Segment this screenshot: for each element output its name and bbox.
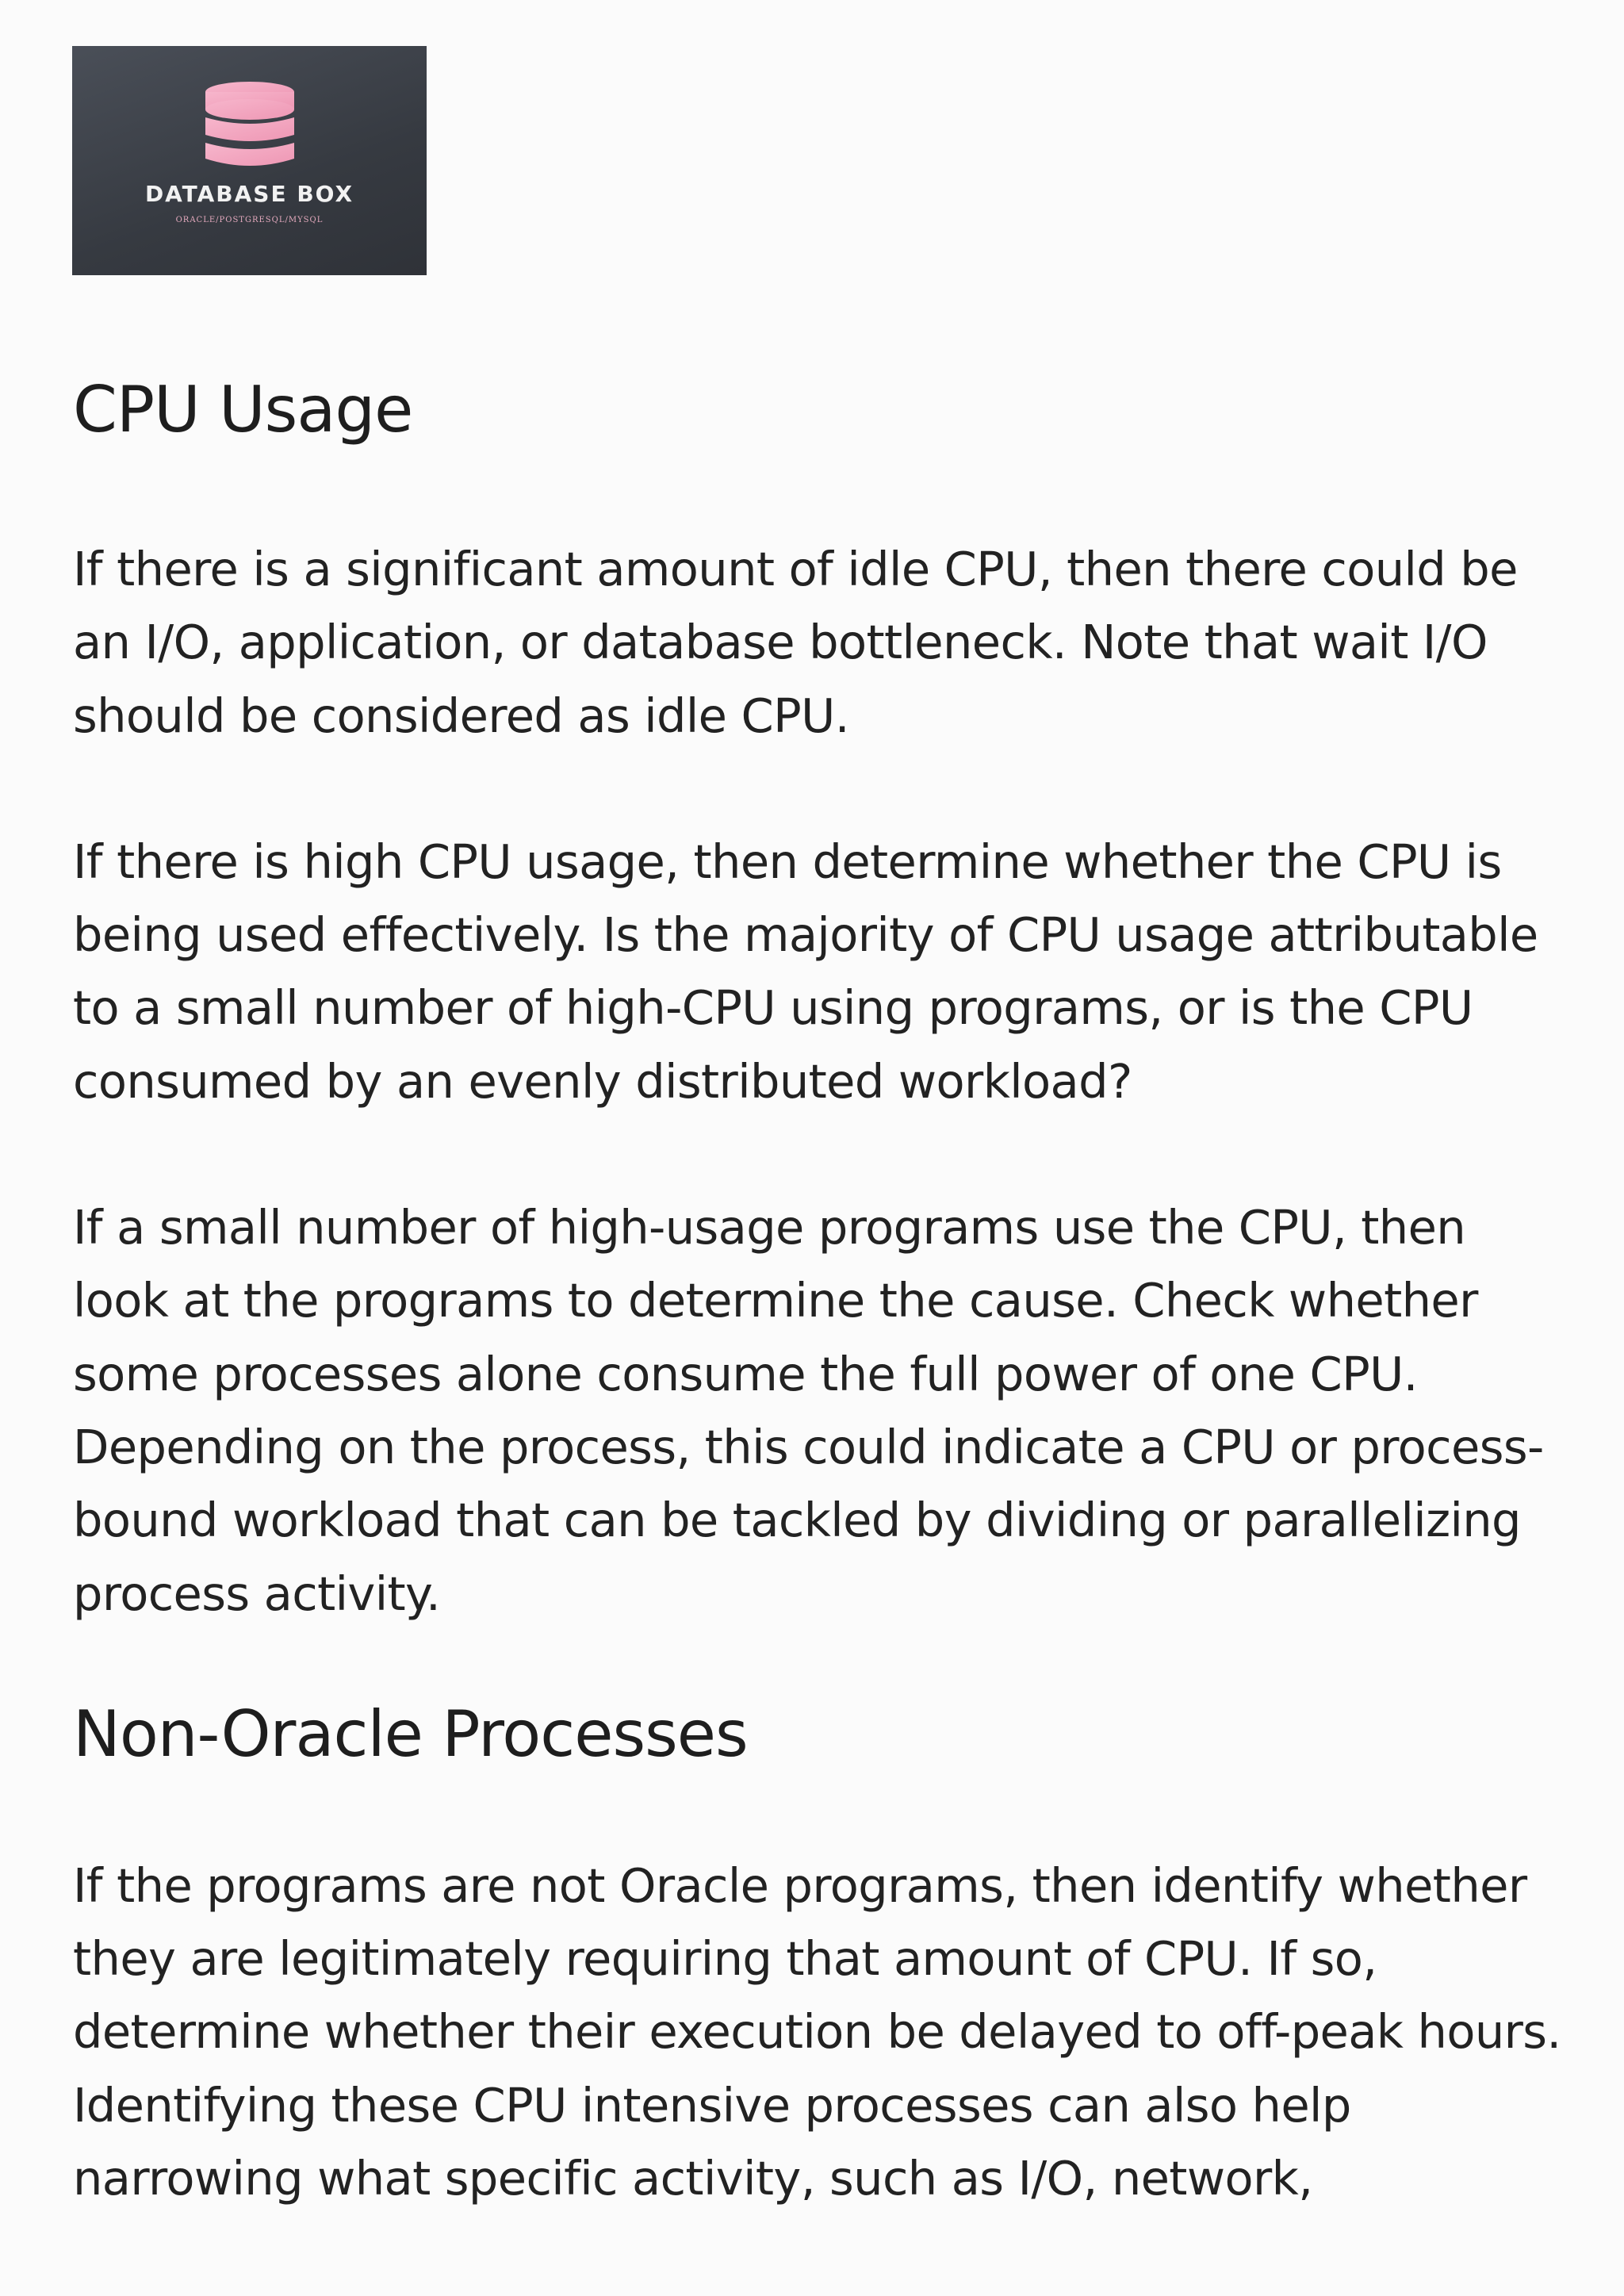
database-box-logo [72,46,427,275]
paragraph-high-usage-programs: If a small number of high-usage programs use the CPU, then look at the programs to determine the cause. Check whether some processes alone consume the full power of one CPU. Depending on the process, this could indicate a CPU or process-bound workload that can be tackled by dividing or parallelizing process activity. [73,1200,1544,1621]
logo-subtitle: ORACLE/POSTGRESQL/MYSQL [175,216,324,224]
article-body [73,366,1564,2215]
heading-non-oracle-processes: Non-Oracle Processes [73,1696,748,1771]
logo-title: DATABASE BOX [144,181,354,207]
paragraph-idle-cpu: If there is a significant amount of idle CPU, then there could be an I/O, application, or database bottleneck. Note that wait I/O should be considered as idle CPU. [73,542,1518,743]
paragraph-high-cpu: If there is high CPU usage, then determine whether the CPU is being used effectively. Is the majority of CPU usage attributable to a small number of high-CPU using programs, or is the CPU consumed by an evenly distributed workload? [73,834,1538,1109]
database-stack-icon [72,46,427,275]
paragraph-non-oracle-programs: If the programs are not Oracle programs, then identify whether they are legitimately requiring that amount of CPU. If so, determine whether their execution be delayed to off-peak hours. Identifying these CPU intensive processes can also help narrowing what specific activity, such as I/O, network, [73,1857,1561,2206]
heading-cpu-usage: CPU Usage [73,373,413,447]
